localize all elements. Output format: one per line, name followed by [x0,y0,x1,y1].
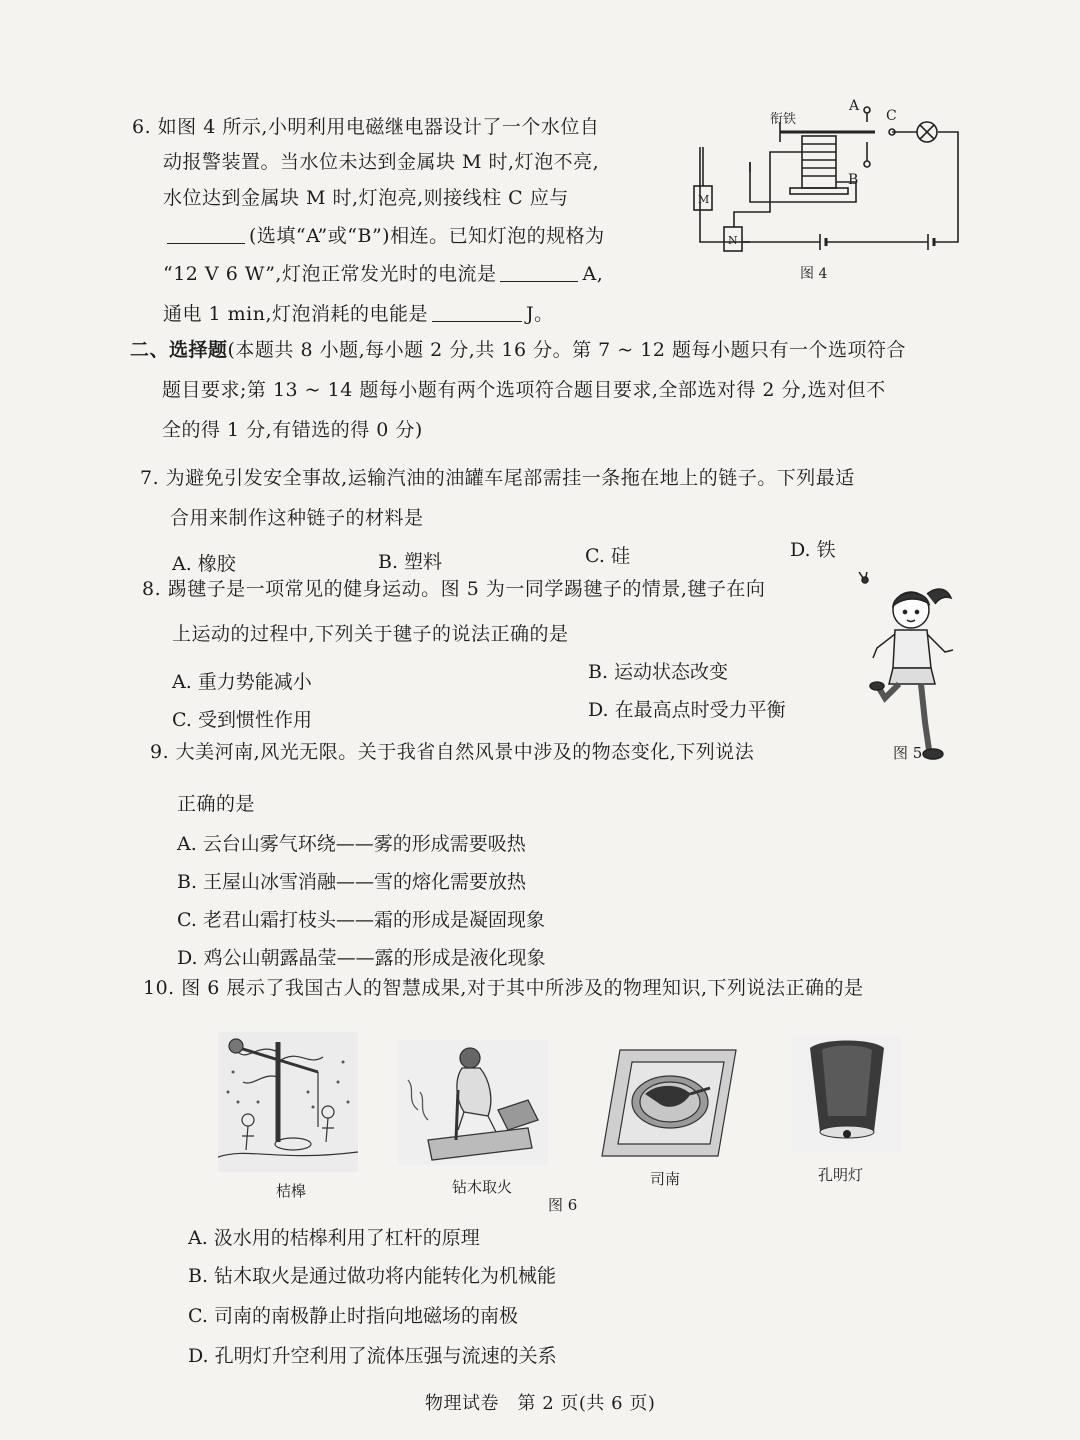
q7-option-c: C. 硅 [585,545,630,567]
page-footer: 物理试卷 第 2 页(共 6 页) [425,1393,656,1414]
label-armature: 衔铁 [770,112,797,127]
figure-6-caption: 图 6 [548,1196,578,1214]
label-a: A [849,98,860,114]
q9-option-c: C. 老君山霜打枝头——霜的形成是凝固现象 [177,909,545,931]
q8-option-c: C. 受到惯性作用 [172,709,312,731]
q7-option-a: A. 橡胶 [172,553,236,575]
section2-line3: 全的得 1 分,有错选的得 0 分) [162,419,423,441]
figure-5-kicking-shuttlecock [855,572,965,772]
q9-option-b: B. 王屋山冰雪消融——雪的熔化需要放热 [177,871,527,893]
q6-line1: 6. 如图 4 所示,小明利用电磁继电器设计了一个水位自 [132,116,600,138]
q10-option-a: A. 汲水用的桔槔利用了杠杆的原理 [188,1227,480,1249]
figure-4-caption: 图 4 [800,266,828,282]
q8-option-a: A. 重力势能减小 [172,671,312,693]
q9-option-a: A. 云台山雾气环绕——雾的形成需要吸热 [177,833,526,855]
q9-line2: 正确的是 [177,793,256,815]
answer-blank [167,225,245,244]
q9-line1: 9. 大美河南,风光无限。关于我省自然风景中涉及的物态变化,下列说法 [150,741,755,763]
q7-line2: 合用来制作这种链子的材料是 [170,507,424,529]
q6-line4: (选填“A”或“B”)相连。已知灯泡的规格为 [163,224,605,248]
label-c: C [886,108,897,124]
q10-option-c: C. 司南的南极静止时指向地磁场的南极 [188,1305,518,1327]
label-m: M [698,193,710,206]
picture-sinan-compass [598,1044,740,1162]
figure-5-caption: 图 5 [893,744,923,762]
label-b: B [848,172,859,188]
caption-drilling-wood-fire: 钻木取火 [452,1178,513,1196]
q10-line1: 10. 图 6 展示了我国古人的智慧成果,对于其中所涉及的物理知识,下列说法正确的是 [143,977,864,999]
picture-kongming-lantern [792,1036,902,1152]
q7-line1: 7. 为避免引发安全事故,运输汽油的油罐车尾部需挂一条拖在地上的链子。下列最适 [140,467,855,489]
q7-option-b: B. 塑料 [378,551,443,573]
section2-line1: 二、选择题(本题共 8 小题,每小题 2 分,共 16 分。第 7 ~ 12 题每小题只有一个选项符合 [130,339,906,361]
section2-line2: 题目要求;第 13 ~ 14 题每小题有两个选项符合题目要求,全部选对得 2 分,选对但不 [162,379,886,401]
caption-kongming-lantern: 孔明灯 [818,1166,864,1184]
caption-sinan: 司南 [650,1170,681,1188]
q7-option-d: D. 铁 [790,539,836,561]
q9-option-d: D. 鸡公山朝露晶莹——露的形成是液化现象 [177,947,546,969]
q6-line3: 水位达到金属块 M 时,灯泡亮,则接线柱 C 应与 [163,187,569,209]
caption-jiegao: 桔槔 [276,1182,307,1200]
q10-option-d: D. 孔明灯升空利用了流体压强与流速的关系 [188,1345,557,1367]
q10-option-b: B. 钻木取火是通过做功将内能转化为机械能 [188,1265,557,1287]
q6-line6: 通电 1 min,灯泡消耗的电能是 J。 [163,303,554,325]
label-n: N [728,234,738,247]
figure-4-relay-circuit [690,92,970,292]
q8-line2: 上运动的过程中,下列关于毽子的说法正确的是 [172,623,569,645]
q8-option-d: D. 在最高点时受力平衡 [588,699,786,721]
answer-blank [500,263,578,282]
picture-drilling-wood-fire [398,1040,548,1165]
picture-jiegao [218,1032,358,1172]
answer-blank [432,303,522,322]
q8-line1: 8. 踢毽子是一项常见的健身运动。图 5 为一同学踢毽子的情景,毽子在向 [142,578,766,600]
q6-line2: 动报警装置。当水位未达到金属块 M 时,灯泡不亮, [163,151,600,173]
q6-line5: “12 V 6 W”,灯泡正常发光时的电流是 A, [163,263,604,285]
q8-option-b: B. 运动状态改变 [588,661,729,683]
